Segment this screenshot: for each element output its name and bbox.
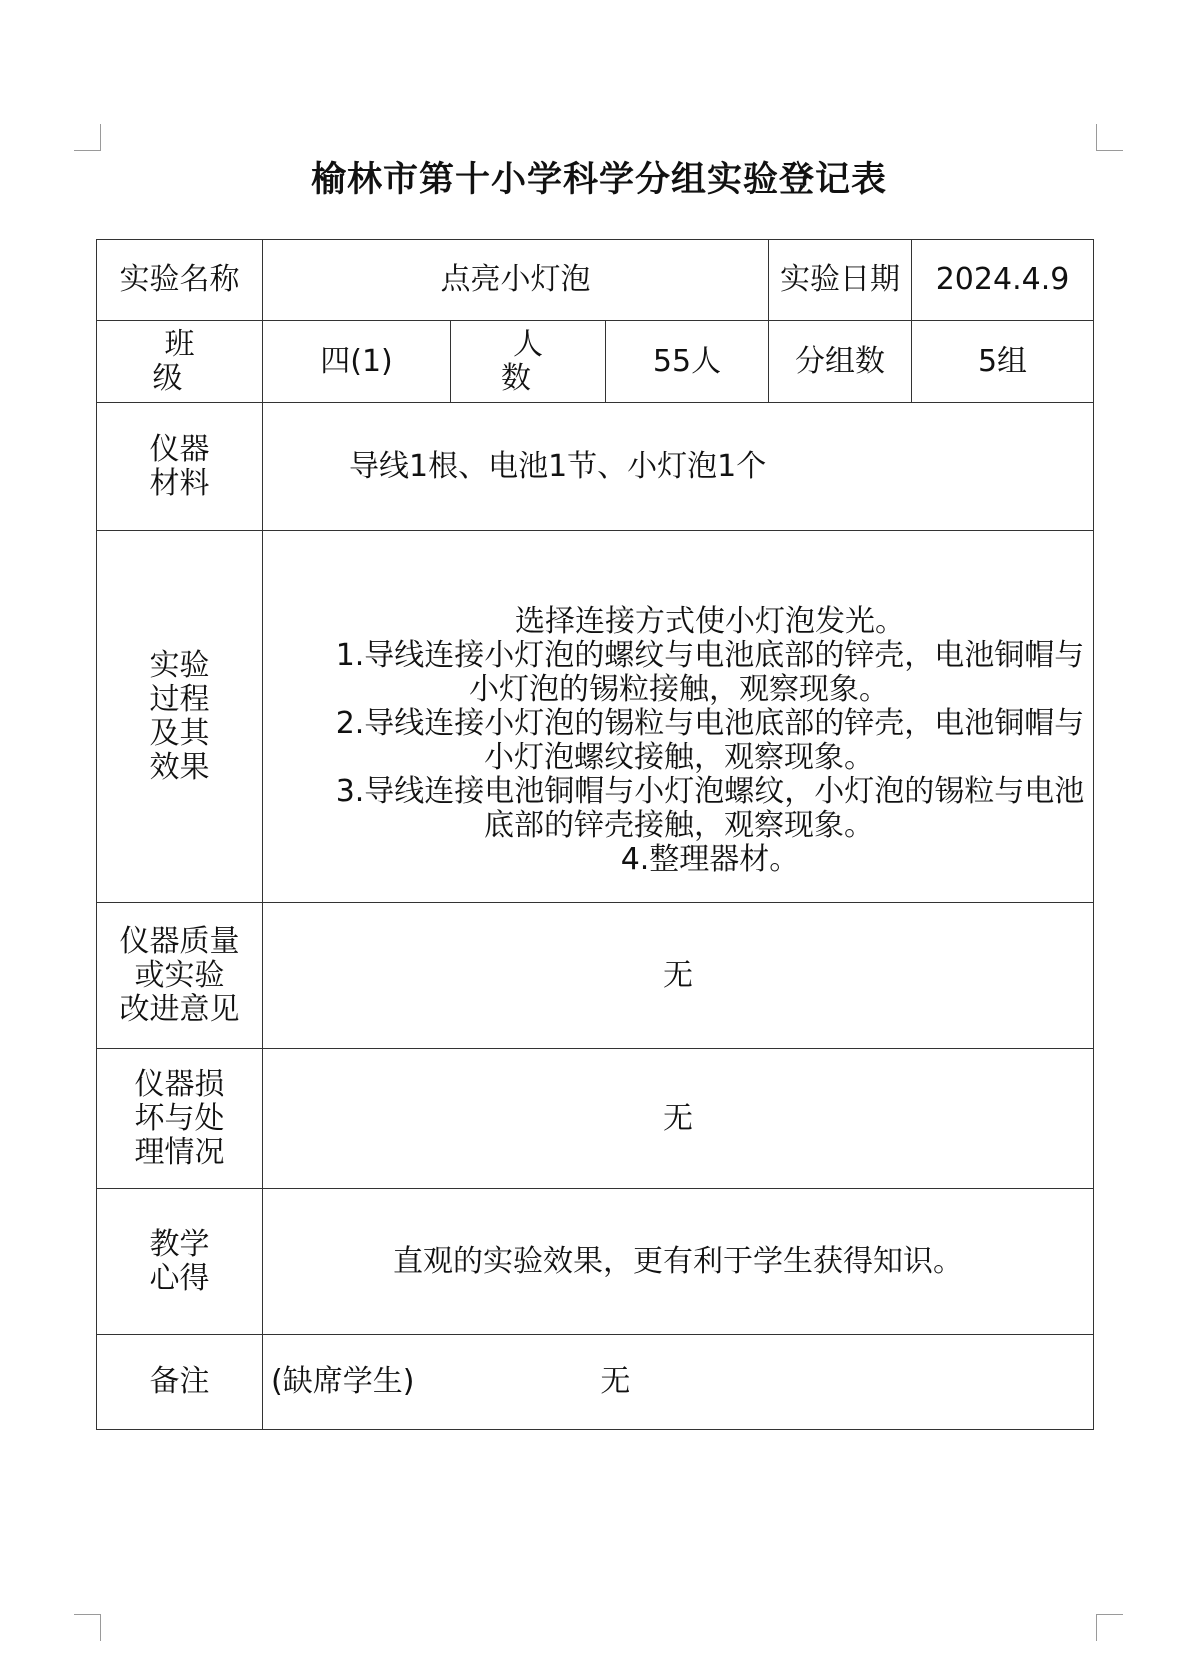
- row-reflection: [97, 1189, 1094, 1335]
- row-process: [97, 531, 1094, 903]
- remark-value: [263, 1335, 1094, 1430]
- crop-mark-top-left: [74, 124, 101, 151]
- experiment-date-label: 实验日期: [769, 240, 912, 321]
- row-materials: [97, 403, 1094, 531]
- crop-mark-top-right: [1096, 124, 1123, 151]
- experiment-register-table: [96, 239, 1094, 1430]
- process-step: 选择连接方式使小灯泡发光。: [515, 603, 905, 639]
- reflection-label: 教学 心得: [97, 1189, 263, 1335]
- remark-label: 备注: [97, 1335, 263, 1430]
- group-count-label: 分组数: [769, 321, 912, 403]
- row-quality: [97, 903, 1094, 1049]
- process-step: 4.整理器材。: [620, 841, 800, 877]
- row-damage: [97, 1049, 1094, 1189]
- materials-label: 仪器 材料: [97, 403, 263, 531]
- student-count-label: 人 数: [451, 321, 606, 403]
- row-class-info: [97, 321, 1094, 403]
- reflection-value: 直观的实验效果，更有利于学生获得知识。: [263, 1189, 1094, 1335]
- document-title: 榆林市第十小学科学分组实验登记表: [310, 160, 887, 200]
- remark-absent-value: 无: [600, 1364, 631, 1399]
- remark-prefix: (缺席学生): [271, 1364, 415, 1399]
- materials-value: 导线1根、电池1节、小灯泡1个: [263, 403, 1094, 531]
- damage-label: 仪器损 坏与处 理情况: [97, 1049, 263, 1189]
- quality-label: 仪器质量 或实验 改进意见: [97, 903, 263, 1049]
- experiment-name-label: 实验名称: [97, 240, 263, 321]
- process-step: 3.导线连接电池铜帽与小灯泡螺纹，小灯泡的锡粒与电池底部的锌壳接触，观察现象。: [335, 773, 1085, 843]
- experiment-name-value: 点亮小灯泡: [263, 240, 769, 321]
- process-label: 实验 过程 及其 效果: [97, 531, 263, 903]
- process-step: 2.导线连接小灯泡的锡粒与电池底部的锌壳，电池铜帽与小灯泡螺纹接触，观察现象。: [335, 705, 1085, 775]
- process-step: 1.导线连接小灯泡的螺纹与电池底部的锌壳，电池铜帽与小灯泡的锡粒接触，观察现象。: [335, 637, 1085, 707]
- experiment-date-value: 2024.4.9: [912, 240, 1094, 321]
- class-value: 四(1): [263, 321, 451, 403]
- group-count-value: 5组: [912, 321, 1094, 403]
- row-remark: [97, 1335, 1094, 1430]
- quality-value: 无: [263, 903, 1094, 1049]
- student-count-value: 55人: [606, 321, 769, 403]
- crop-mark-bottom-right: [1096, 1614, 1123, 1641]
- crop-mark-bottom-left: [74, 1614, 101, 1641]
- row-experiment-name: [97, 240, 1094, 321]
- class-label: 班 级: [97, 321, 263, 403]
- damage-value: 无: [263, 1049, 1094, 1189]
- process-value: [263, 531, 1094, 903]
